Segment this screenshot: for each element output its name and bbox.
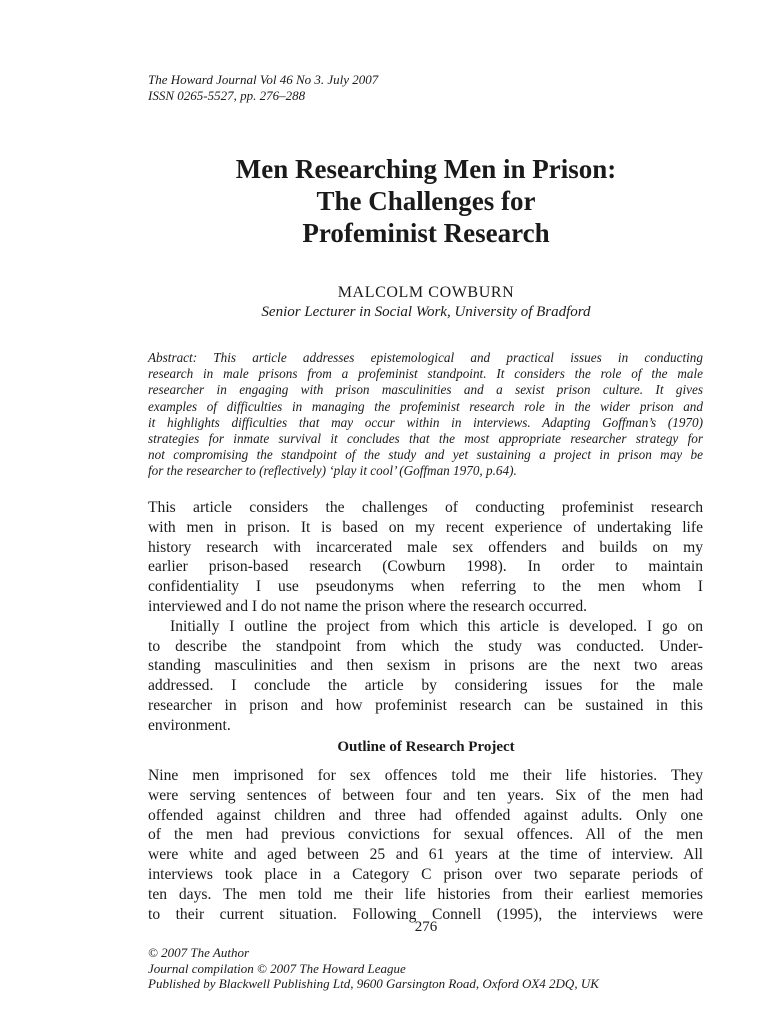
abstract-line: researcher in engaging with prison masculinities and a sexist prison culture. It gives: [148, 382, 703, 398]
body-line: of the men had previous convictions for sexual offences. All of the men: [148, 826, 703, 844]
title-line: The Challenges for: [316, 186, 536, 216]
abstract-line: research in male prisons from a profeminist standpoint. It considers the role of the male: [148, 366, 703, 382]
body-line: environment.: [148, 716, 231, 734]
body-line: were serving sentences of between four and ten years. Six of the men had: [148, 786, 703, 804]
body-line: confidentiality I use pseudonyms when referring to the men whom I: [148, 578, 703, 596]
abstract-line: strategies for inmate survival it concludes that the most appropriate researcher strategy for: [148, 431, 703, 447]
body-line: ten days. The men told me their life histories from their earliest memories: [148, 885, 703, 903]
article-title: [100, 153, 752, 249]
body-line: This article considers the challenges of conducting profeminist research: [148, 499, 703, 516]
section-heading: Outline of Research Project: [337, 739, 515, 755]
abstract-line: not compromising the standpoint of the study and yet sustaining a project in prison may be: [148, 447, 703, 463]
copyright-author: © 2007 The Author: [148, 945, 250, 960]
journal-header: [148, 72, 378, 104]
abstract-line: examples of difficulties in managing the profeminist research role in the wider prison and: [148, 398, 703, 414]
body-line: addressed. I conclude the article by considering issues for the male: [148, 677, 703, 695]
body-line: with men in prison. It is based on my recent experience of undertaking life: [148, 518, 703, 536]
introduction: [148, 498, 703, 736]
abstract-line: it highlights difficulties that may occur within in interviews. Adapting Goffman’s (1970): [148, 414, 703, 430]
journal-citation: The Howard Journal Vol 46 No 3. July 2007: [148, 72, 379, 87]
body-line: interviews took place in a Category C prison over two separate periods of: [148, 865, 703, 883]
title-line: Profeminist Research: [302, 218, 550, 248]
body-line: to describe the standpoint from which the study was conducted. Under-: [148, 637, 703, 655]
abstract-line: for the researcher to (reflectively) ‘play it cool’ (Goffman 1970, p.64).: [148, 463, 517, 479]
body-line: standing masculinities and then sexism in prisons are the next two areas: [148, 657, 703, 675]
publisher-line: Published by Blackwell Publishing Ltd, 9600 Garsington Road, Oxford OX4 2DQ, UK: [148, 976, 599, 991]
section-body: [148, 766, 703, 924]
body-line: to their current situation. Following Connell (1995), the interviews were: [148, 905, 703, 923]
footer: [148, 945, 599, 992]
body-line: interviewed and I do not name the prison where the research occurred.: [148, 597, 588, 615]
body-line: Nine men imprisoned for sex offences told me their life histories. They: [148, 767, 703, 784]
body-line: offended against children and three had offended against adults. Only one: [148, 806, 703, 824]
abstract: [148, 350, 703, 480]
body-line: history research with incarcerated male sex offenders and builds on my: [148, 538, 703, 556]
abstract-line: Abstract: This article addresses epistemological and practical issues in conducting: [148, 350, 703, 365]
body-line: were white and aged between 25 and 61 years at the time of interview. All: [148, 846, 703, 864]
body-line: Initially I outline the project from which this article is developed. I go on: [170, 617, 703, 635]
body-line: researcher in prison and how profeminist research can be sustained in this: [148, 696, 703, 714]
title-line: Men Researching Men in Prison:: [235, 154, 617, 184]
copyright-compilation: Journal compilation © 2007 The Howard League: [148, 960, 406, 976]
author-name: MALCOLM COWBURN: [337, 284, 515, 301]
page-number: 276: [414, 919, 438, 935]
author-affiliation: Senior Lecturer in Social Work, University of Bradford: [261, 304, 591, 320]
body-line: earlier prison-based research (Cowburn 1998). In order to maintain: [148, 558, 703, 576]
issn-line: ISSN 0265-5527, pp. 276–288: [148, 88, 306, 103]
